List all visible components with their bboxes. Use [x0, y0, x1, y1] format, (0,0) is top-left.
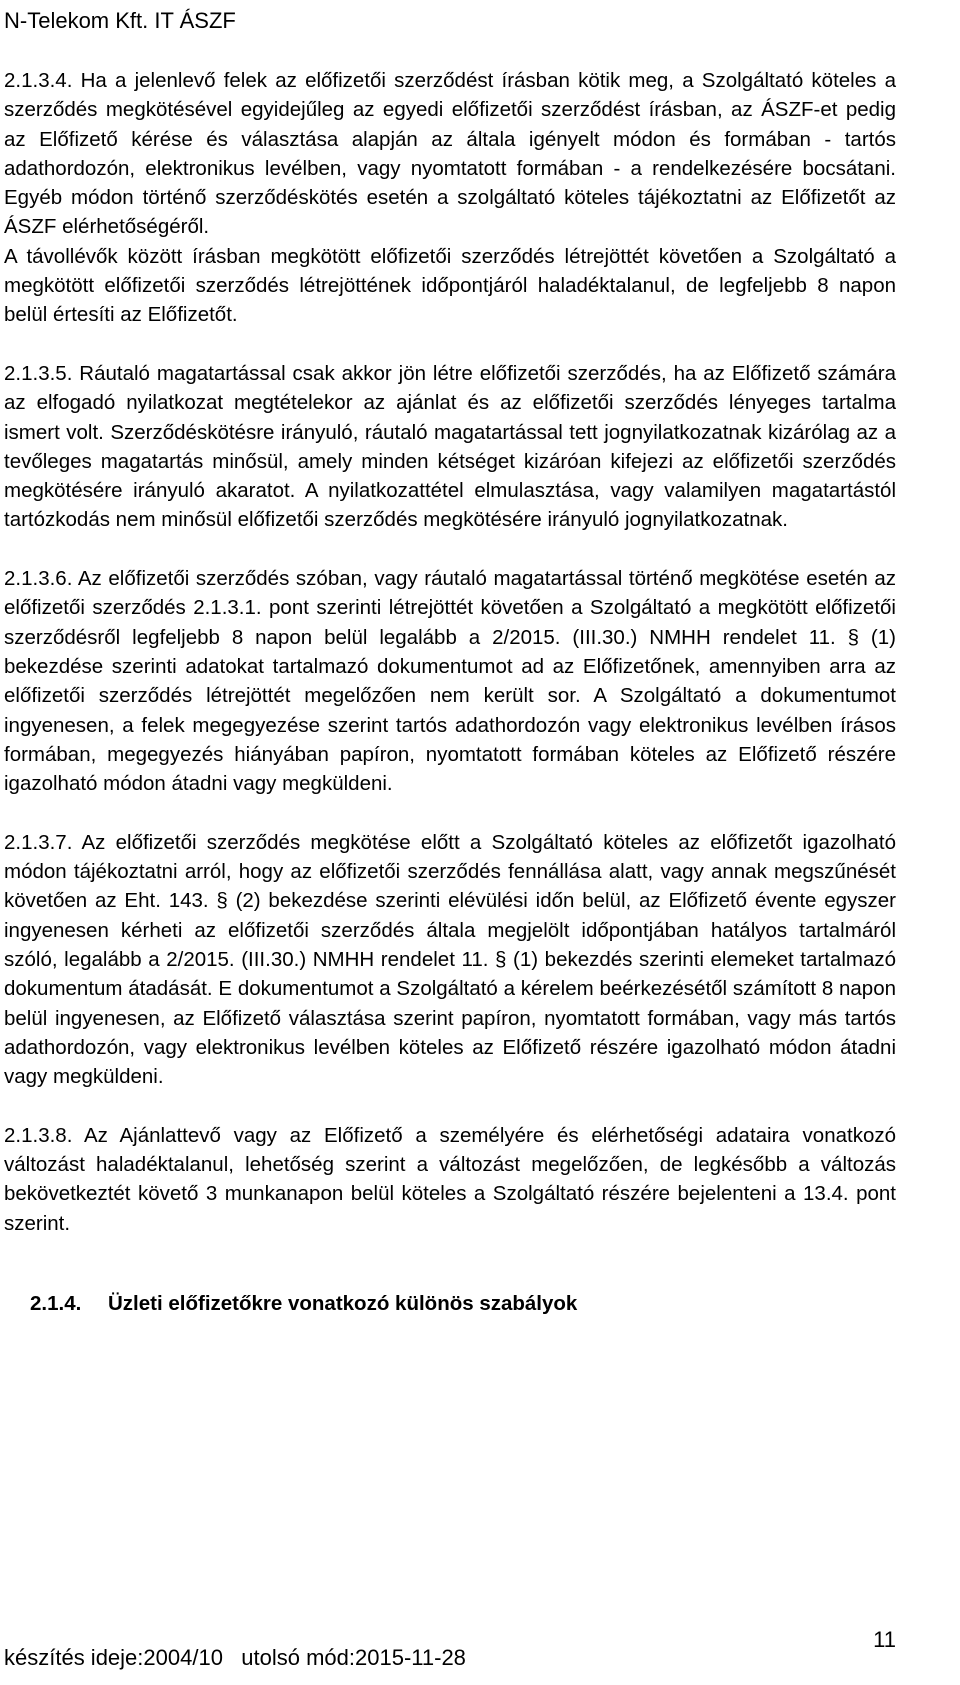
- paragraph-2-1-3-6: 2.1.3.6. Az előfizetői szerződés szóban, vagy ráutaló magatartással történő megkötése esetén az előfizetői szerződés 2.1.3.1. pont szerinti létrejöttét követően a Szolgáltató a megkötött előfizetői szerződésről legfeljebb 8 napon belül legalább a 2/2015. (III.30.) NMHH rendelet 11. § (1) bekezdése szerinti adatokat tartalmazó dokumentumot ad az Előfizetőnek, amennyiben arra az előfizetői szerződés létrejöttét megelőzően nem került sor. A Szolgáltató a dokumentumot ingyenesen, a felek megegyezése szerint tartós adathordozón vagy elektronikus levélben írásos formában, megegyezés hiányában papíron, nyomtatott formában köteles az Előfizető részére igazolható módon átadni vagy megküldeni.: [4, 567, 896, 796]
- page-header: [4, 8, 236, 34]
- paragraph-2-1-3-8: 2.1.3.8. Az Ajánlattevő vagy az Előfizető a személyére és elérhetőségi adataira vonatkozó változást haladéktalanul, lehetőség szerint a változást megelőzően, de legkésőbb a változás bekövetkeztét követő 3 munkanapon belül köteles a Szolgáltató részére bejelenteni a 13.4. pont szerint.: [4, 1123, 896, 1235]
- paragraph-spacer: [4, 535, 896, 564]
- section-heading: [4, 1289, 896, 1318]
- section-heading-title: Üzleti előfizetőkre vonatkozó különös szabályok: [108, 1291, 578, 1315]
- document-body: [4, 66, 896, 1318]
- paragraph-spacer: [4, 1091, 896, 1120]
- paragraph-2-1-3-4: 2.1.3.4. Ha a jelenlevő felek az előfizetői szerződést írásban kötik meg, a Szolgáltató köteles a szerződés megkötésével egyidejűleg az egyedi előfizetői szerződést írásban, az ÁSZF-et pedig az Előfizető kérése és választása alapján az általa igényelt módon és formában - tartós adathordozón, elektronikus levélben, vagy nyomtatott formában - a rendelkezésére bocsátani. Egyéb módon történő szerződéskötés esetén a szolgáltató köteles tájékoztatni az Előfizetőt az ÁSZF elérhetőségéről.: [4, 69, 896, 239]
- page-number: 11: [873, 1627, 896, 1652]
- paragraph-spacer: [4, 330, 896, 359]
- footer-modified: utolsó mód:2015-11-28: [241, 1645, 466, 1670]
- page-footer: [4, 1627, 896, 1671]
- document-title: N-Telekom Kft. IT ÁSZF: [4, 8, 236, 33]
- footer-created: készítés ideje:2004/10: [4, 1645, 223, 1670]
- paragraph-distance-contract: A távollévők között írásban megkötött előfizetői szerződés létrejöttét követően a Szolgáltató a megkötött előfizetői szerződés létrejöttének időpontjáról haladéktalanul, de legfeljebb 8 napon belül értesíti az Előfizetőt.: [4, 244, 896, 327]
- paragraph-2-1-3-5: 2.1.3.5. Ráutaló magatartással csak akkor jön létre előfizetői szerződés, ha az Előfizető számára az elfogadó nyilatkozat megtételekor az ajánlat és az előfizetői szerződés lényeges tartalma ismert volt. Szerződéskötésre irányuló, ráutaló magatartással tett jognyilatkozatnak kizárólag az a tevőleges magatartás minősül, amely minden kétséget kizáróan kifejezi az előfizetői szerződés megkötésére irányuló akaratot. A nyilatkozattétel elmulasztása, vagy valamilyen magatartástól tartózkodás nem minősül előfizetői szerződés megkötésére irányuló jognyilatkozatnak.: [4, 361, 896, 532]
- section-heading-number: 2.1.4.: [30, 1291, 82, 1315]
- paragraph-2-1-3-7: 2.1.3.7. Az előfizetői szerződés megkötése előtt a Szolgáltató köteles az előfizetőt igazolható módon tájékoztatni arról, hogy az előfizetői szerződés fennállása alatt, vagy annak megszűnését követően az Eht. 143. § (2) bekezdése szerinti elévülési időn belül, az Előfizető évente egyszer ingyenesen kérheti az előfizetői szerződés általa megjelölt időpontjában hatályos tartalmáról szóló, legalább a 2/2015. (III.30.) NMHH rendelet 11. § (1) bekezdés szerinti elemeket tartalmazó dokumentum átadását. E dokumentumot a Szolgáltató a kérelem beérkezésétől számított 8 napon belül ingyenesen, az Előfizető választása szerint papíron, nyomtatott formában, vagy más tartós adathordozón, vagy elektronikus levélben köteles az Előfizető részére igazolható módon átadni vagy megküldeni.: [4, 830, 896, 1089]
- section-spacer: [4, 1238, 896, 1289]
- paragraph-spacer: [4, 798, 896, 827]
